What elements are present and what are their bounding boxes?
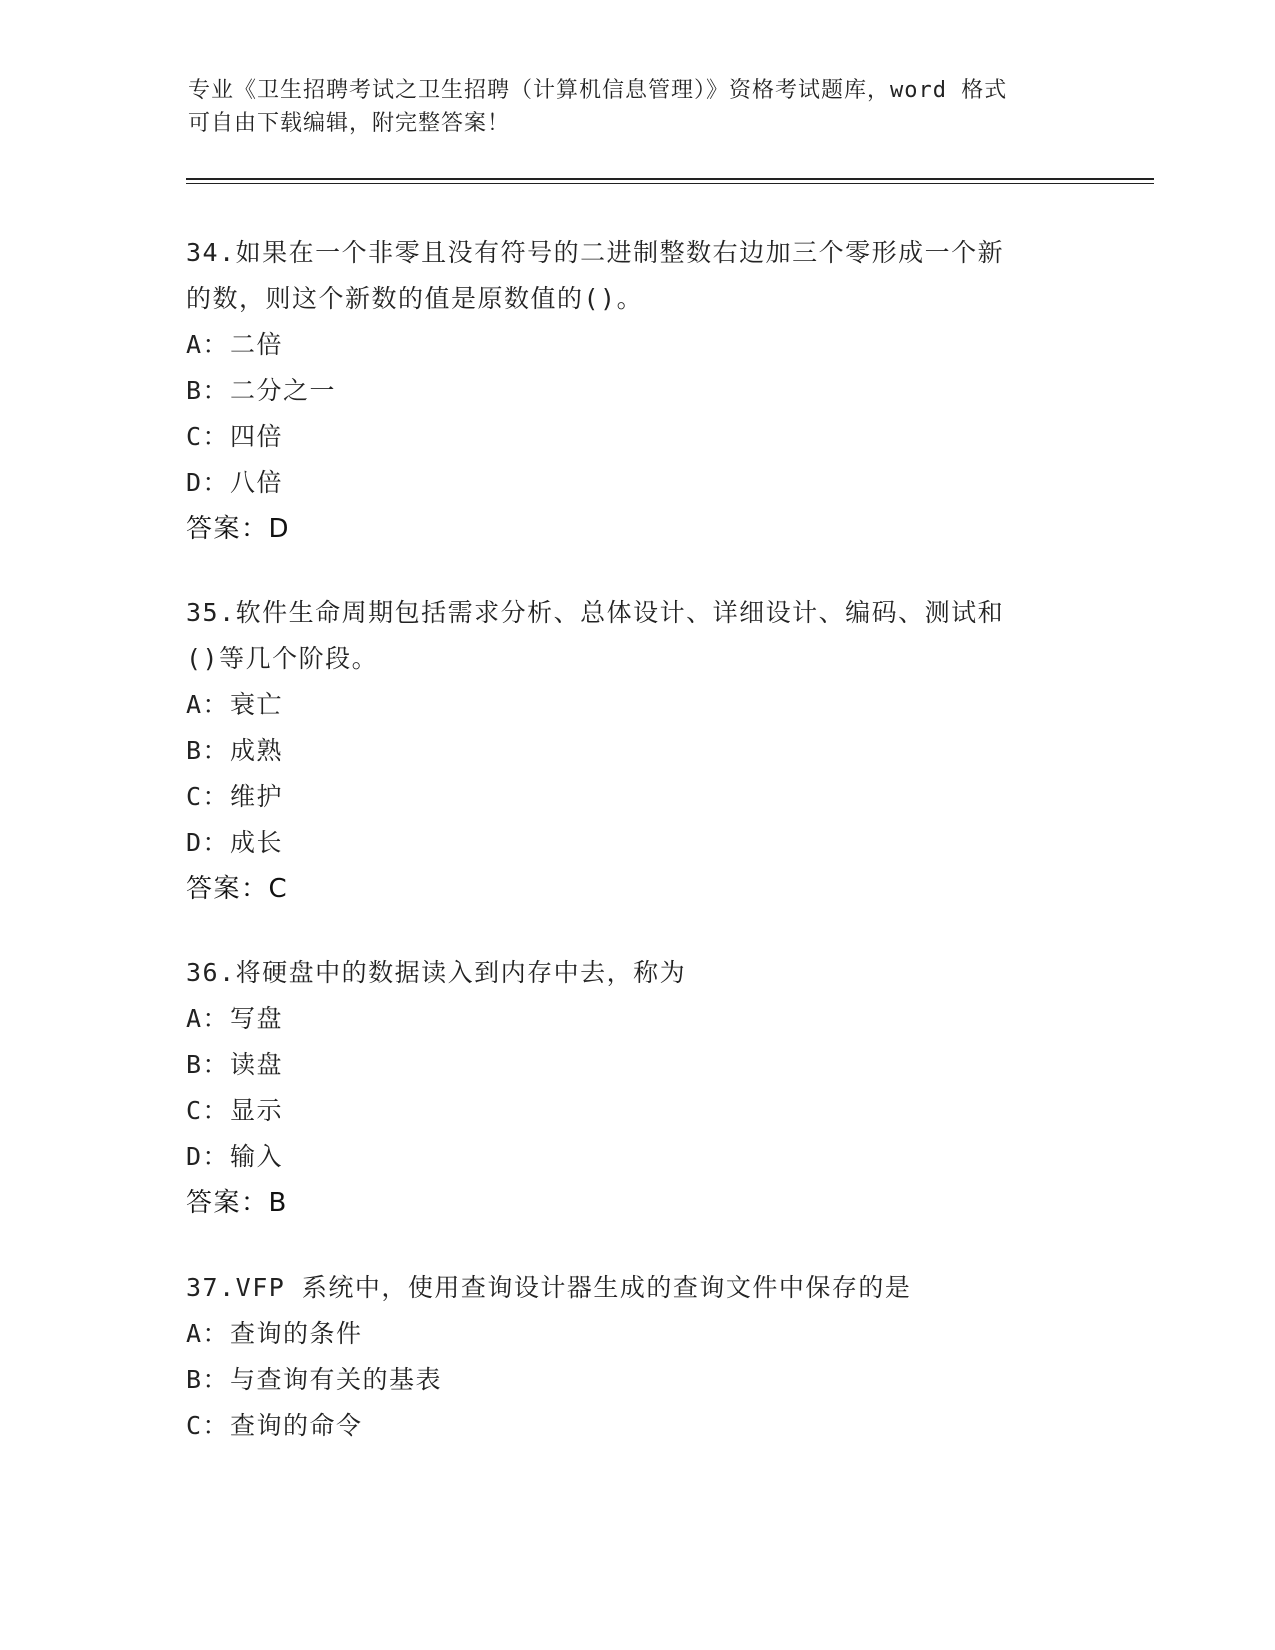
option-b bbox=[186, 1042, 1086, 1088]
answer-line: 答案：C bbox=[186, 874, 289, 904]
option-letter: B： bbox=[186, 376, 230, 405]
option-c bbox=[186, 414, 1086, 460]
option-c bbox=[186, 774, 1086, 820]
option-a bbox=[186, 996, 1086, 1042]
option-c bbox=[186, 1088, 1086, 1134]
option-text: 成长 bbox=[230, 828, 284, 857]
option-letter: D： bbox=[186, 828, 230, 857]
option-text: 输入 bbox=[230, 1142, 284, 1171]
question-37 bbox=[186, 1265, 1086, 1449]
option-letter: C： bbox=[186, 422, 230, 451]
header-line-2: 可自由下载编辑，附完整答案！ bbox=[188, 111, 511, 136]
option-text: 与查询有关的基表 bbox=[230, 1365, 443, 1394]
option-text: 二分之一 bbox=[230, 376, 337, 405]
option-letter: A： bbox=[186, 330, 230, 359]
option-text: 四倍 bbox=[230, 422, 284, 451]
header-divider-thick bbox=[186, 178, 1154, 180]
option-letter: C： bbox=[186, 782, 230, 811]
option-text: 查询的条件 bbox=[230, 1319, 363, 1348]
option-letter: B： bbox=[186, 736, 230, 765]
option-d bbox=[186, 1134, 1086, 1180]
option-a bbox=[186, 322, 1086, 368]
question-36 bbox=[186, 950, 1086, 1226]
option-text: 显示 bbox=[230, 1096, 284, 1125]
option-d bbox=[186, 820, 1086, 866]
option-text: 八倍 bbox=[230, 468, 284, 497]
document-header bbox=[188, 74, 1088, 140]
option-c bbox=[186, 1403, 1086, 1449]
question-stem-line: 37.VFP 系统中，使用查询设计器生成的查询文件中保存的是 bbox=[186, 1273, 912, 1302]
option-text: 维护 bbox=[230, 782, 284, 811]
option-letter: C： bbox=[186, 1096, 230, 1125]
option-letter: C： bbox=[186, 1411, 230, 1440]
option-b bbox=[186, 1357, 1086, 1403]
option-a bbox=[186, 682, 1086, 728]
option-text: 查询的命令 bbox=[230, 1411, 363, 1440]
question-stem-line: 36.将硬盘中的数据读入到内存中去，称为 bbox=[186, 958, 687, 987]
header-divider-thin bbox=[186, 183, 1154, 184]
option-text: 二倍 bbox=[230, 330, 284, 359]
option-letter: A： bbox=[186, 1004, 230, 1033]
option-letter: A： bbox=[186, 1319, 230, 1348]
answer-line: 答案：B bbox=[186, 1188, 288, 1218]
option-letter: B： bbox=[186, 1365, 230, 1394]
question-stem-line: 35.软件生命周期包括需求分析、总体设计、详细设计、编码、测试和 bbox=[186, 598, 1005, 627]
option-letter: B： bbox=[186, 1050, 230, 1079]
answer-line: 答案：D bbox=[186, 514, 291, 544]
question-stem-line: ()等几个阶段。 bbox=[186, 644, 379, 673]
option-text: 读盘 bbox=[230, 1050, 284, 1079]
option-d bbox=[186, 460, 1086, 506]
option-letter: D： bbox=[186, 1142, 230, 1171]
option-text: 衰亡 bbox=[230, 690, 284, 719]
option-letter: D： bbox=[186, 468, 230, 497]
header-line-1: 专业《卫生招聘考试之卫生招聘（计算机信息管理）》资格考试题库，word 格式 bbox=[188, 78, 1008, 103]
option-text: 成熟 bbox=[230, 736, 284, 765]
question-35 bbox=[186, 590, 1086, 912]
option-b bbox=[186, 728, 1086, 774]
question-stem-line: 34.如果在一个非零且没有符号的二进制整数右边加三个零形成一个新 bbox=[186, 238, 1005, 267]
option-letter: A： bbox=[186, 690, 230, 719]
option-text: 写盘 bbox=[230, 1004, 284, 1033]
question-34 bbox=[186, 230, 1086, 552]
question-stem-line: 的数，则这个新数的值是原数值的()。 bbox=[186, 284, 644, 313]
option-b bbox=[186, 368, 1086, 414]
option-a bbox=[186, 1311, 1086, 1357]
